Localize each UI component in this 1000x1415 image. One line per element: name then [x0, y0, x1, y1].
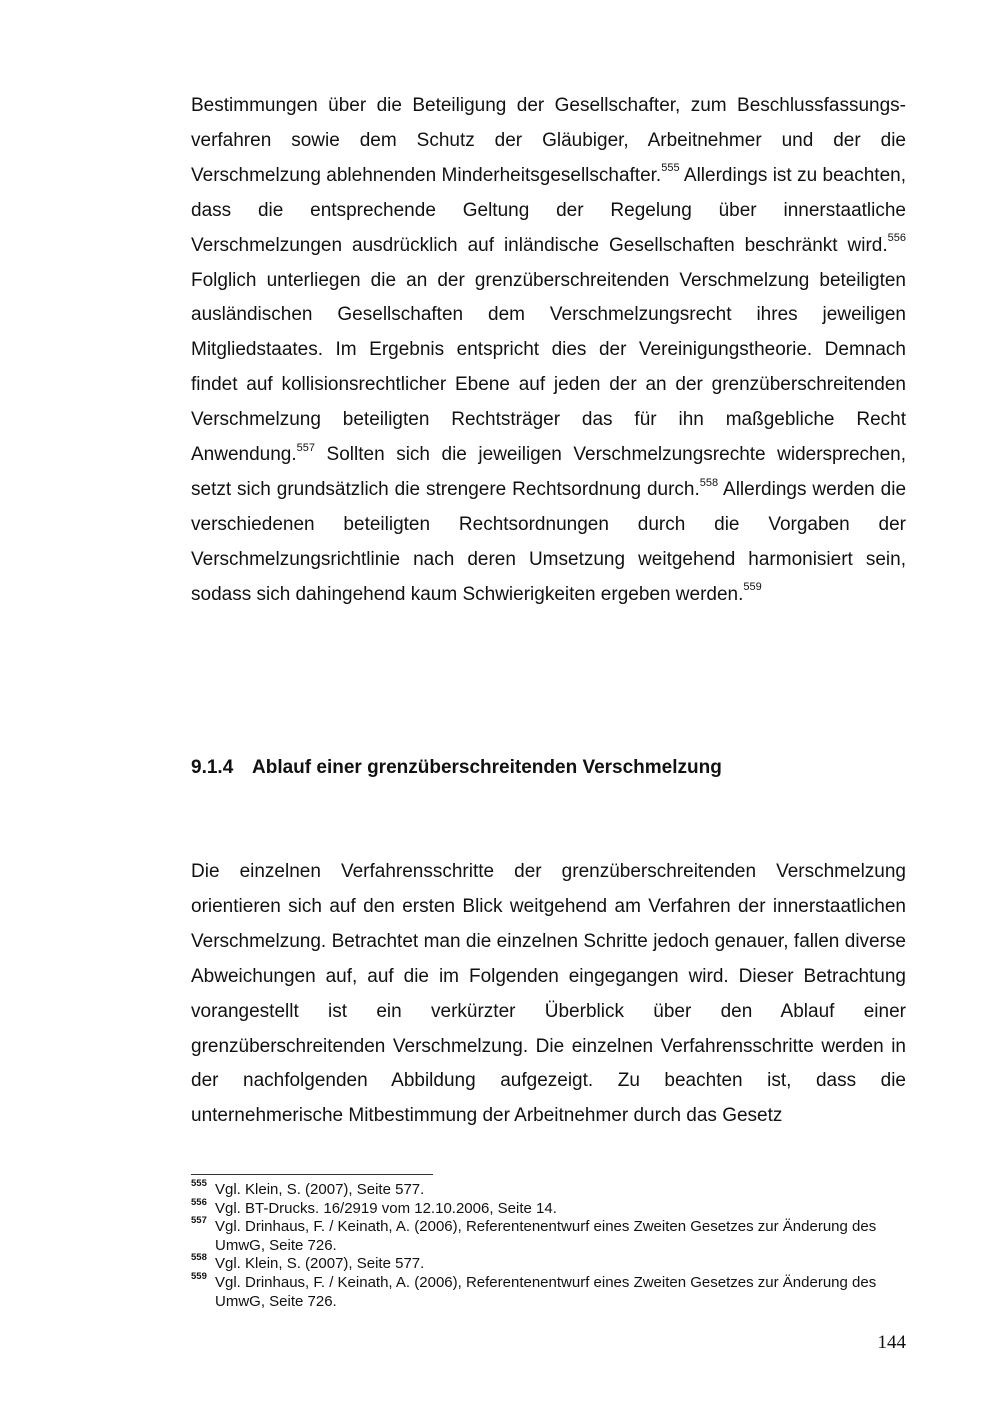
footnote-text: Vgl. Drinhaus, F. / Keinath, A. (2006), Referentenentwurf eines Zweiten Gesetzes zur Änderung des UmwG, Seite 726.: [215, 1218, 877, 1254]
section-heading: [191, 753, 722, 783]
section-title: Ablauf einer grenzüberschreitenden Verschmelzung: [252, 757, 722, 778]
footnote-number: 557: [191, 1215, 207, 1227]
paragraph-text: Allerdings werden die verschiedenen beteiligten Rechtsordnungen durch die Vorgaben der Verschmelzungsrichtlinie nach deren Umsetzung weitgehend harmonisiert sein, sodass sich dahingehend kaum Schwierigkeiten ergeben werden.: [191, 478, 907, 605]
body-paragraph-2: [191, 855, 906, 1134]
footnote-reference[interactable]: 559: [743, 581, 762, 594]
footnote-divider: [191, 1174, 433, 1175]
footnote: [191, 1270, 906, 1311]
paragraph-text: Bestimmungen über die Beteiligung der Gesellschafter, zum Beschlussfassungsverfahren sowie dem Schutz der Gläubiger, Arbeitnehmer und der die Verschmelzung ablehnenden Minderheitsgesellschafter.: [191, 95, 906, 186]
footnote-reference[interactable]: 555: [661, 162, 680, 175]
paragraph-text: Allerdings ist zu beachten, dass die entsprechende Geltung der Regelung über innerstaatliche Verschmelzungen ausdrücklich auf inländische Gesellschaften beschränkt wird.: [191, 164, 906, 256]
footnote-number: 559: [191, 1270, 207, 1282]
footnote-reference[interactable]: 556: [887, 232, 906, 245]
footnote-text: Vgl. Drinhaus, F. / Keinath, A. (2006), Referentenentwurf eines Zweiten Gesetzes zur Änderung des UmwG, Seite 726.: [215, 1273, 877, 1310]
page-number: 144: [877, 1332, 906, 1353]
footnote-text: Vgl. BT-Drucks. 16/2919 vom 12.10.2006, Seite 14.: [215, 1199, 557, 1217]
footnote-reference[interactable]: 557: [296, 441, 316, 454]
footnote-number: 556: [191, 1196, 207, 1208]
paragraph-text: Sollten sich die jeweiligen Verschmelzungsrechte widersprechen, setzt sich grundsätzlich die strengere Rechtsordnung durch.: [191, 444, 906, 500]
paragraph-text: Folglich unterliegen die an der grenzüberschreitenden Verschmelzung beteiligten ausländischen Gesellschaften dem Verschmelzungsrecht ihres jeweiligen Mitgliedstaates. Im Ergebnis entspricht dies der Vereinigungstheorie. Demnach findet auf kollisionsrechtlicher Ebene auf jeden der an der grenzüberschreitenden Verschmelzung beteiligten Rechtsträger das für ihn maßgebliche Recht Anwendung.: [191, 269, 906, 466]
paragraph-text: Die einzelnen Verfahrensschritte der grenzüberschreitenden Verschmelzung orientieren sich auf den ersten Blick weitgehend am Verfahren der innerstaatlichen Verschmelzung. Betrachtet man die einzelnen Schritte jedoch genauer, fallen diverse Abweichungen auf, auf die im Folgenden eingegangen wird. Dieser Betrachtung vorangestellt ist ein verkürzter Überblick über den Ablauf einer grenzüberschreitenden Verschmelzung. Die einzelnen Verfahrensschritte werden in der nachfolgenden Abbildung aufgezeigt. Zu beachten ist, dass die unternehmerische Mitbestimmung der Arbeitnehmer durch das Gesetz: [191, 861, 906, 1127]
footnote-list: [191, 1178, 906, 1311]
footnote: [191, 1196, 906, 1219]
section-number: 9.1.4: [191, 757, 234, 778]
body-paragraph-1: [191, 89, 906, 613]
footnote: [191, 1178, 906, 1200]
footnote: [191, 1215, 906, 1255]
footnote-text: Vgl. Klein, S. (2007), Seite 577.: [215, 1181, 425, 1198]
footnote-number: 555: [191, 1178, 207, 1189]
footnote-reference[interactable]: 558: [699, 476, 719, 489]
footnote-number: 558: [191, 1252, 207, 1264]
footnote-text: Vgl. Klein, S. (2007), Seite 577.: [215, 1255, 425, 1273]
footnote: [191, 1252, 906, 1274]
